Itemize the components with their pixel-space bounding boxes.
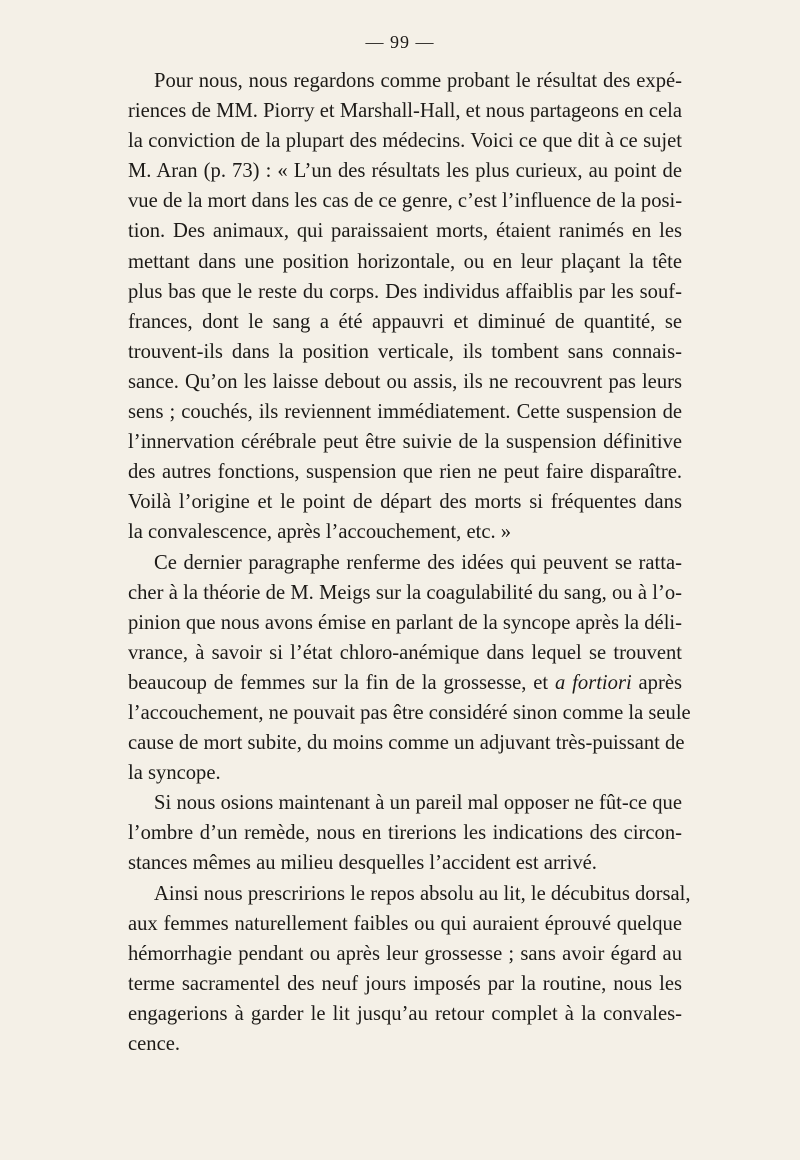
text-line: pinion que nous avons émise en parlant de la syncope après la déli- [128, 611, 682, 634]
text-line: la convalescence, après l’accouchement, etc. » [128, 521, 512, 544]
text-line: Ce dernier paragraphe renferme des idées qui peuvent se ratta- [154, 551, 682, 574]
text-line-with-italic [128, 668, 682, 698]
text-line: des autres fonctions, suspension que rien ne peut faire disparaître. [128, 461, 682, 484]
text-line: frances, dont le sang a été appauvri et diminué de quantité, se [128, 310, 682, 333]
text-line: cause de mort subite, du moins comme un adjuvant très-puissant de [128, 732, 685, 755]
text-line: Pour nous, nous regardons comme probant le résultat des expé- [154, 70, 682, 92]
text-line: l’accouchement, ne pouvait pas être considéré sinon comme la seule [128, 701, 691, 724]
text-line: l’ombre d’un remède, nous en tirerions les indications des circon- [128, 822, 682, 845]
text-line: Ainsi nous prescririons le repos absolu au lit, le décubitus dorsal, [154, 882, 691, 905]
page-number: — 99 — [365, 32, 435, 52]
italic-phrase: a fortiori [555, 671, 632, 694]
text-line: trouvent-ils dans la position verticale, ils tombent sans connais- [128, 340, 682, 363]
text-line: mettant dans une position horizontale, ou en leur plaçant la tête [128, 250, 682, 273]
text-line: vrance, à savoir si l’état chloro-anémique dans lequel se trouvent [128, 641, 682, 664]
text-line: Si nous osions maintenant à un pareil mal opposer ne fût-ce que [154, 792, 682, 815]
text-line: tion. Des animaux, qui paraissaient morts, étaient ranimés en les [128, 220, 682, 243]
text-line: sens ; couchés, ils reviennent immédiatement. Cette suspension de [128, 401, 682, 424]
text-line: riences de MM. Piorry et Marshall-Hall, et nous partageons en cela [128, 100, 682, 123]
text-line: sance. Qu’on les laisse debout ou assis, ils ne recouvrent pas leurs [128, 370, 682, 393]
text-line: cher à la théorie de M. Meigs sur la coagulabilité du sang, ou à l’o- [128, 581, 682, 604]
text-line: M. Aran (p. 73) : « L’un des résultats les plus curieux, au point de [128, 160, 682, 183]
text-line: l’innervation cérébrale peut être suivie de la suspension définitive [128, 431, 682, 454]
text-line: cence. [128, 1033, 181, 1055]
text-line: plus bas que le reste du corps. Des individus affaiblis par les souf- [128, 280, 682, 303]
text-line: terme sacramentel des neuf jours imposés par la routine, nous les [128, 972, 682, 995]
text-line: la conviction de la plupart des médecins. Voici ce que dit à ce sujet [128, 130, 682, 153]
text-line: Voilà l’origine et le point de départ des morts si fréquentes dans [128, 491, 682, 514]
line-text-after-italic: après [631, 671, 682, 694]
text-line: aux femmes naturellement faibles ou qui auraient éprouvé quelque [128, 912, 682, 935]
text-line: vue de la mort dans les cas de ce genre, c’est l’influence de la posi- [128, 190, 683, 213]
line-text: beaucoup de femmes sur la fin de la grossesse, et [128, 671, 549, 694]
text-line: la syncope. [128, 762, 221, 785]
text-line: engagerions à garder le lit jusqu’au retour complet à la convales- [128, 1002, 682, 1025]
text-line: hémorrhagie pendant ou après leur grossesse ; sans avoir égard au [128, 942, 682, 965]
body-text [128, 66, 691, 1059]
text-line: stances mêmes au milieu desquelles l’accident est arrivé. [128, 852, 597, 875]
